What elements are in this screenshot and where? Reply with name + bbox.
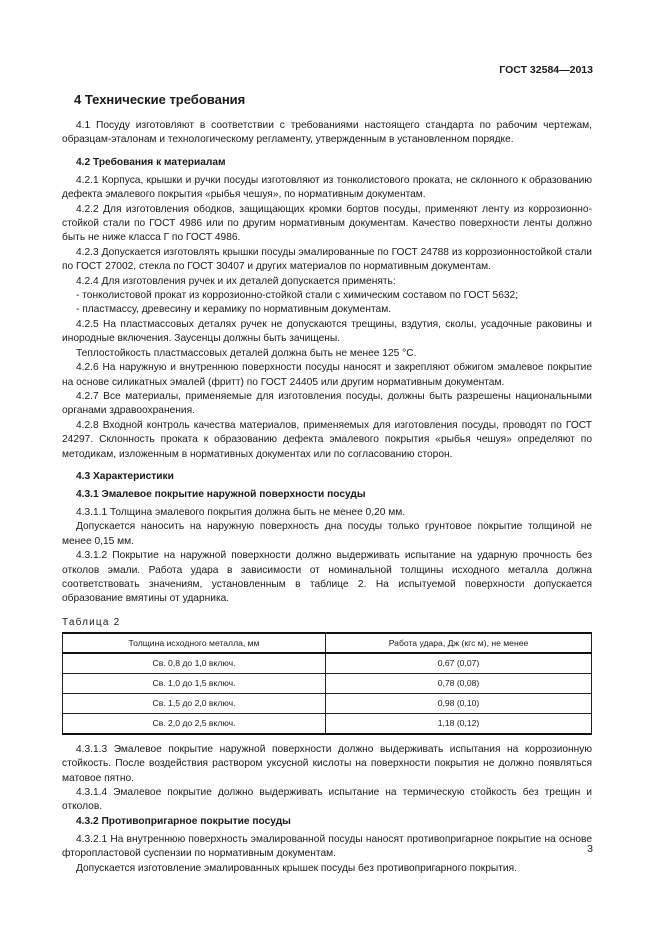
- table-cell: Св. 1,0 до 1,5 включ.: [63, 673, 326, 693]
- paragraph-4-2-5-heat: Теплостойкость пластмассовых деталей должна быть не менее 125 °С.: [76, 347, 417, 359]
- impact-table: [62, 632, 592, 735]
- table-caption: Таблица 2: [62, 616, 121, 628]
- paragraph-4-2-4: 4.2.4 Для изготовления ручек и их деталей допускается применять:: [76, 275, 396, 287]
- page-content: [62, 92, 592, 876]
- section-4-2-title: 4.2 Требования к материалам: [76, 156, 226, 168]
- standard-header: ГОСТ 32584—2013: [499, 64, 593, 76]
- paragraph-4-1: 4.1 Посуду изготовляют в соответствии с требованиями настоящего стандарта по рабочим чертежам, образцам-эталонам и технологическому регламенту, утвержденным в установленном порядке.: [62, 120, 592, 146]
- list-item-plastic: - пластмассу, древесину и керамику по нормативным документам.: [76, 304, 392, 316]
- column-header-thickness: Толщина исходного металла, мм: [63, 633, 326, 653]
- paragraph-4-2-2: 4.2.2 Для изготовления ободков, защищающих кромки бортов посуды, применяют ленту из коррозионно-стойкой стали по ГОСТ 4986 или по другим нормативным документам. Качество поверхности ленты должно быть не ниже класса Г по ГОСТ 4986.: [62, 203, 592, 244]
- paragraph-4-3-2-1: 4.3.2.1 На внутреннюю поверхность эмалированной посуды наносят противопригарное покрытие на основе фторопластовой суспензии по нормативным документам.: [62, 833, 592, 860]
- table-row: [63, 653, 592, 674]
- paragraph-4-3-2-1-lids: Допускается изготовление эмалированных крышек посуды без противопригарного покрытия.: [76, 862, 517, 874]
- table-cell: Св. 0,8 до 1,0 включ.: [63, 653, 326, 674]
- table-header-row: [63, 633, 592, 653]
- paragraph-4-2-1: 4.2.1 Корпуса, крышки и ручки посуды изготовляют из тонколистового проката, не склонного к образованию дефекта эмалевого покрытия «рыбья чешуя», по нормативным документам.: [62, 174, 592, 201]
- paragraph-4-2-7: 4.2.7 Все материалы, применяемые для изготовления посуды, должны быть разрешены национальными органами здравоохранения.: [62, 390, 592, 417]
- table-row: [63, 673, 592, 693]
- section-4-3-title: 4.3 Характеристики: [76, 470, 174, 482]
- paragraph-4-2-8: 4.2.8 Входной контроль качества материалов, применяемых для изготовления посуды, проводят по ГОСТ 24297. Склонность проката к образованию дефекта эмалевого покрытия «рыбья чешуя» определяют по методикам, изложенным в нормативных документах или по согласованию сторон.: [62, 419, 592, 460]
- section-4-3-2-title: 4.3.2 Противопригарное покрытие посуды: [76, 815, 291, 827]
- paragraph-4-3-1-2: 4.3.1.2 Покрытие на наружной поверхности должно выдерживать испытание на ударную прочность без отколов эмали. Работа удара в зависимости от номинальной толщины исходного металла должна соответствовать значениям, установленным в таблице 2. На испытуемой поверхности допускается образование вмятины от ударника.: [62, 550, 592, 605]
- paragraph-4-3-1-1-primer: Допускается наносить на наружную поверхность дна посуды только грунтовое покрытие толщиной не менее 0,15 мм.: [62, 521, 592, 547]
- table-cell: 0,98 (0,10): [326, 693, 592, 713]
- paragraph-4-2-3: 4.2.3 Допускается изготовлять крышки посуды эмалированные по ГОСТ 24788 из коррозионностойкой стали по ГОСТ 27002, стекла по ГОСТ 30407 и других материалов по нормативным документам.: [62, 246, 592, 273]
- paragraph-4-2-6: 4.2.6 На наружную и внутреннюю поверхности посуды наносят и закрепляют обжигом эмалевое покрытие на основе силикатных эмалей (фритт) по ГОСТ 24405 или другим нормативным документам.: [62, 362, 592, 388]
- paragraph-4-3-1-3: 4.3.1.3 Эмалевое покрытие наружной поверхности должно выдерживать испытания на коррозионную стойкость. После воздействия раствором уксусной кислоты на поверхности покрытия не должно появляться матовое пятно.: [62, 743, 592, 784]
- section-4-title: 4 Технические требования: [74, 92, 246, 107]
- table-cell: Св. 2,0 до 2,5 включ.: [63, 713, 326, 734]
- paragraph-4-3-1-1: 4.3.1.1 Толщина эмалевого покрытия должна быть не менее 0,20 мм.: [76, 506, 406, 518]
- column-header-impact: Работа удара, Дж (кгс м), не менее: [326, 633, 592, 653]
- page-number: 3: [587, 843, 593, 855]
- table-row: [63, 713, 592, 734]
- list-item-rolled-steel: - тонколистовой прокат из коррозионно-стойкой стали с химическим составом по ГОСТ 5632;: [76, 290, 519, 302]
- table-row: [63, 693, 592, 713]
- table-cell: 1,18 (0,12): [326, 713, 592, 734]
- table-cell: Св. 1,5 до 2,0 включ.: [63, 693, 326, 713]
- paragraph-4-2-5: 4.2.5 На пластмассовых деталях ручек не допускаются трещины, вздутия, сколы, усадочные раковины и инородные включения. Заусенцы должны быть зачищены.: [62, 318, 592, 345]
- paragraph-4-3-1-4: 4.3.1.4 Эмалевое покрытие должно выдерживать испытание на термическую стойкость без трещин и отколов.: [62, 787, 592, 813]
- section-4-3-1-title: 4.3.1 Эмалевое покрытие наружной поверхности посуды: [76, 488, 366, 500]
- table-cell: 0,67 (0,07): [326, 653, 592, 674]
- table-cell: 0,78 (0,08): [326, 673, 592, 693]
